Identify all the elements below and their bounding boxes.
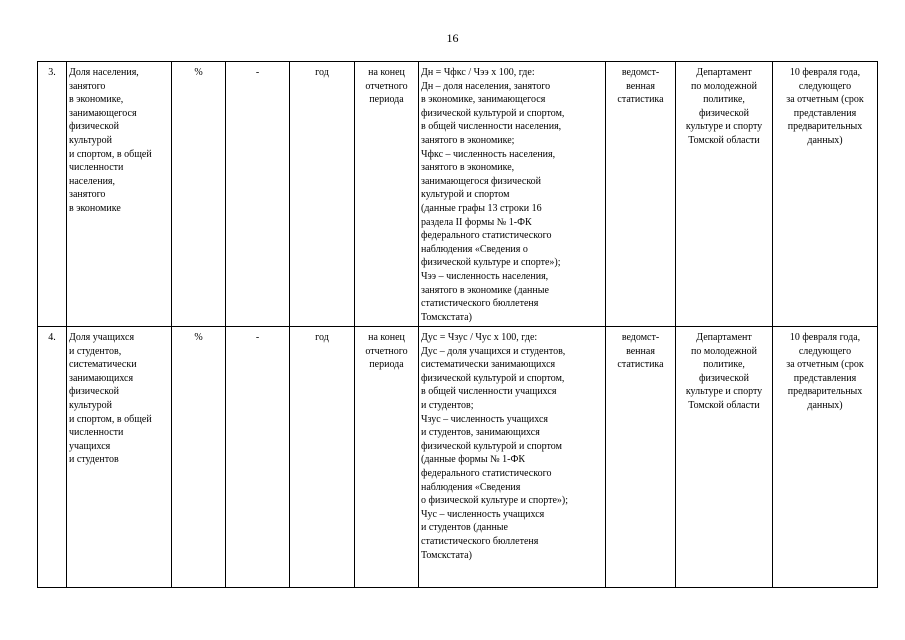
unit-of-measure: %: [172, 62, 226, 327]
time-characteristic: на конец отчетного периода: [355, 327, 419, 588]
calculation-formula: Дус = Чзус / Чус х 100, где: Дус – доля учащихся и студентов, систематически занимающихся физической культурой и спортом, в общей численности учащихся и студентов; Чзус – численность учащихся и студентов, занимающихся физической культурой и спортом (данные формы № 1-ФК федерального статистического наблюдения «Сведения о физической культуре и спорте»); Чус – численность учащихся и студентов (данные статистического бюллетеня Томскстата): [419, 327, 606, 588]
responsible-party: Департамент по молодежной политике, физической культуре и спорту Томской области: [676, 62, 773, 327]
indicators-table: [37, 61, 878, 588]
row-number: 4.: [38, 327, 67, 588]
base-indicator: -: [226, 62, 290, 327]
periodicity: год: [290, 62, 355, 327]
periodicity: год: [290, 327, 355, 588]
page-number: 16: [446, 31, 459, 45]
data-source: ведомст- венная статистика: [606, 327, 676, 588]
data-source: ведомст- венная статистика: [606, 62, 676, 327]
responsible-party: Департамент по молодежной политике, физической культуре и спорту Томской области: [676, 327, 773, 588]
indicator-name: Доля населения, занятого в экономике, занимающегося физической культурой и спортом, в общей численности населения, занятого в экономике: [67, 62, 172, 327]
time-characteristic: на конец отчетного периода: [355, 62, 419, 327]
reporting-deadline: 10 февраля года, следующего за отчетным (срок представления предварительных данных): [773, 62, 878, 327]
calculation-formula: Дн = Чфкс / Чээ х 100, где: Дн – доля населения, занятого в экономике, занимающегося физической культурой и спортом, в общей численности населения, занятого в экономике; Чфкс – численность населения, занятого в экономике, занимающегося физической культурой и спортом (данные графы 13 строки 16 раздела II формы № 1-ФК федерального статистического наблюдения «Сведения о физической культуре и спорте»); Чээ – численность населения, занятого в экономике (данные статистического бюллетеня Томскстата): [419, 62, 606, 327]
table-row: [38, 62, 878, 327]
reporting-deadline: 10 февраля года, следующего за отчетным (срок представления предварительных данных): [773, 327, 878, 588]
unit-of-measure: %: [172, 327, 226, 588]
indicator-name: Доля учащихся и студентов, систематически занимающихся физической культурой и спортом, в общей численности учащихся и студентов: [67, 327, 172, 588]
base-indicator: -: [226, 327, 290, 588]
table-row: [38, 327, 878, 588]
row-number: 3.: [38, 62, 67, 327]
